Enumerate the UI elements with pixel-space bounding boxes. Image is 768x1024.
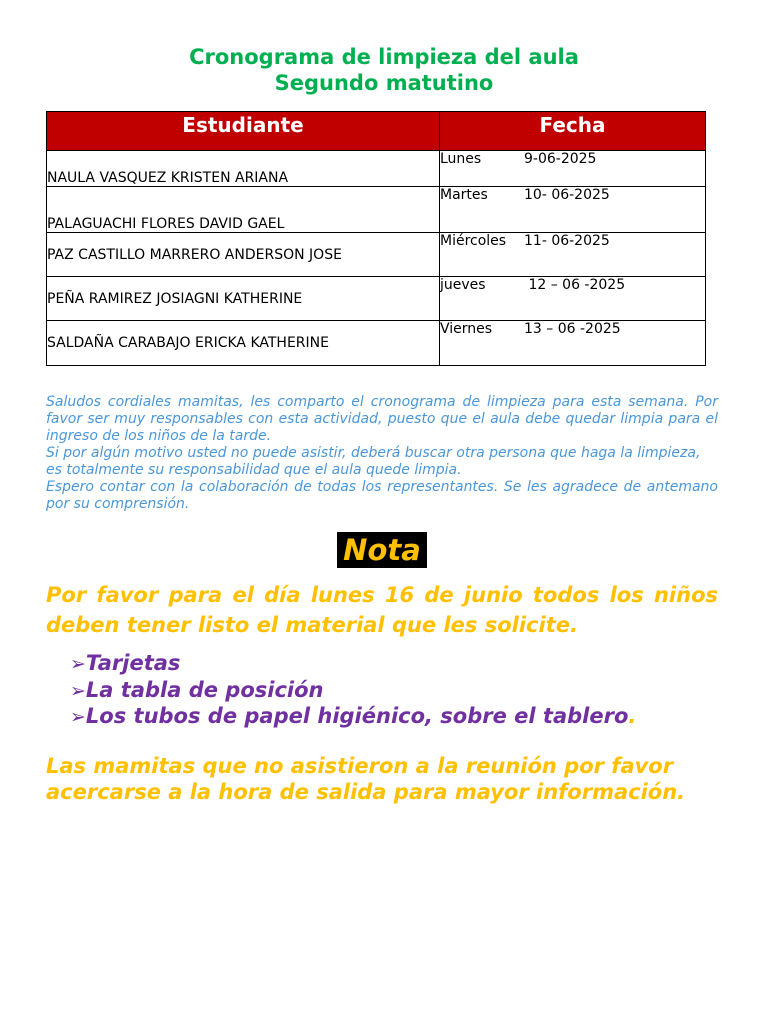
date-value: 9-06-2025 xyxy=(524,151,597,167)
student-name: NAULA VASQUEZ KRISTEN ARIANA xyxy=(47,170,289,186)
closing-message: Las mamitas que no asistieron a la reunión por favor acercarse a la hora de salida para mayor información. xyxy=(46,754,686,804)
list-item xyxy=(70,704,636,731)
student-cell xyxy=(47,277,440,321)
student-name: PEÑA RAMIREZ JOSIAGNI KATHERINE xyxy=(47,290,303,307)
list-item xyxy=(70,678,636,705)
date-cell xyxy=(440,277,706,321)
date-value: 11- 06-2025 xyxy=(524,233,610,249)
date-value: 10- 06-2025 xyxy=(524,187,610,203)
message-paragraph: Saludos cordiales mamitas, les comparto el cronograma de limpieza para esta semana. Por favor ser muy responsables con esta actividad, puesto que el aula debe quedar limpia para el ingreso de los niños de la tarde. xyxy=(46,394,718,444)
document-subtitle: Segundo matutino xyxy=(274,71,494,95)
day-label: Lunes xyxy=(440,151,482,167)
material-label: Tarjetas xyxy=(85,651,181,675)
table-row xyxy=(47,187,706,233)
header-student: Estudiante xyxy=(47,112,440,151)
table-row xyxy=(47,277,706,321)
cleaning-schedule-table xyxy=(46,111,706,366)
document-title: Cronograma de limpieza del aula xyxy=(189,45,579,69)
material-label: Los tubos de papel higiénico, sobre el tablero xyxy=(85,704,629,728)
date-value: 12 – 06 -2025 xyxy=(524,277,626,293)
materials-list xyxy=(70,651,636,731)
message-paragraph: es totalmente su responsabilidad que el aula quede limpia. xyxy=(46,462,462,478)
message-paragraph: Espero contar con la colaboración de todas los representantes. Se les agradece de antemano por su comprensión. xyxy=(46,479,718,512)
table-header-row xyxy=(47,112,706,151)
header-date: Fecha xyxy=(440,112,706,151)
table-row xyxy=(47,321,706,366)
material-notice: Por favor para el día lunes 16 de junio todos los niños deben tener listo el material que les solicite. xyxy=(46,583,718,637)
trailing-dot: . xyxy=(628,704,637,728)
note-label: Nota xyxy=(337,532,427,568)
table-row xyxy=(47,233,706,277)
arrow-bullet-icon: ➢ xyxy=(70,679,86,702)
table-row xyxy=(47,151,706,187)
arrow-bullet-icon: ➢ xyxy=(70,653,86,675)
date-cell xyxy=(440,151,706,187)
student-cell xyxy=(47,233,440,277)
date-cell xyxy=(440,233,706,277)
student-cell xyxy=(47,151,440,187)
student-name: PALAGUACHI FLORES DAVID GAEL xyxy=(47,216,285,232)
student-name: SALDAÑA CARABAJO ERICKA KATHERINE xyxy=(47,335,329,351)
student-name: PAZ CASTILLO MARRERO ANDERSON JOSE xyxy=(47,246,342,263)
student-cell xyxy=(47,321,440,366)
day-label: jueves xyxy=(440,277,486,293)
date-cell xyxy=(440,321,706,366)
day-label: Viernes xyxy=(440,321,493,337)
arrow-bullet-icon: ➢ xyxy=(70,706,86,728)
message-paragraph: Si por algún motivo usted no puede asistir, deberá buscar otra persona que haga la limpieza, xyxy=(46,445,701,461)
day-label: Miércoles xyxy=(440,233,507,249)
date-value: 13 – 06 -2025 xyxy=(524,321,621,337)
list-item xyxy=(70,651,636,678)
material-label: La tabla de posición xyxy=(85,677,324,702)
date-cell xyxy=(440,187,706,233)
day-label: Martes xyxy=(440,187,488,203)
greeting-message xyxy=(46,394,718,513)
student-cell xyxy=(47,187,440,233)
